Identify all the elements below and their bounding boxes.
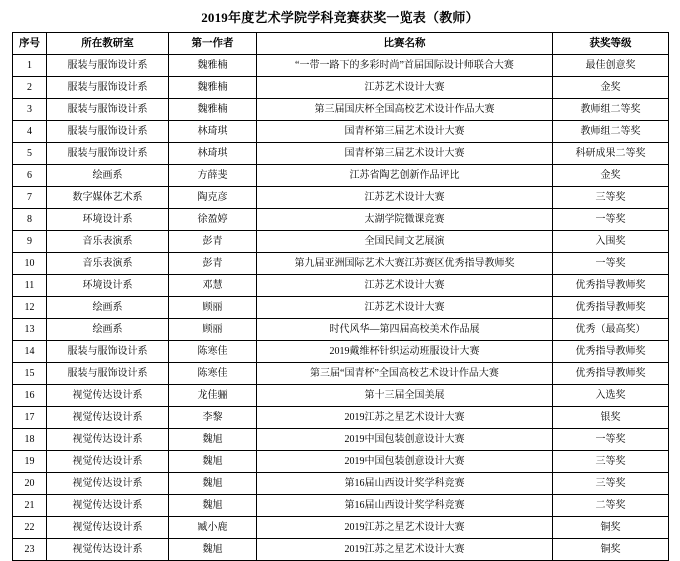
cell-department: 绘画系 <box>47 319 169 341</box>
cell-no: 19 <box>13 451 47 473</box>
cell-award-level: 科研成果二等奖 <box>553 143 669 165</box>
cell-department: 视觉传达设计系 <box>47 407 169 429</box>
cell-no: 5 <box>13 143 47 165</box>
cell-award-level: 银奖 <box>553 407 669 429</box>
column-header-department: 所在教研室 <box>47 33 169 55</box>
cell-author: 龙佳骊 <box>169 385 257 407</box>
cell-author: 魏雅楠 <box>169 55 257 77</box>
cell-award-level: 优秀指导教师奖 <box>553 341 669 363</box>
cell-author: 彭青 <box>169 231 257 253</box>
cell-contest: 2019戴维杯针织运动班服设计大赛 <box>257 341 553 363</box>
cell-award-level: 教师组二等奖 <box>553 121 669 143</box>
cell-department: 视觉传达设计系 <box>47 473 169 495</box>
cell-no: 6 <box>13 165 47 187</box>
cell-author: 陈寒佳 <box>169 363 257 385</box>
cell-contest: 2019中国包装创意设计大赛 <box>257 429 553 451</box>
table-row <box>13 319 669 341</box>
cell-department: 绘画系 <box>47 297 169 319</box>
cell-author: 魏旭 <box>169 539 257 561</box>
cell-award-level: 入选奖 <box>553 385 669 407</box>
cell-award-level: 一等奖 <box>553 209 669 231</box>
cell-award-level: 三等奖 <box>553 473 669 495</box>
cell-contest: “一带一路下的多彩时尚”首届国际设计师联合大赛 <box>257 55 553 77</box>
table-row <box>13 253 669 275</box>
cell-author: 徐盈婷 <box>169 209 257 231</box>
table-row <box>13 99 669 121</box>
cell-award-level: 金奖 <box>553 165 669 187</box>
cell-no: 13 <box>13 319 47 341</box>
page-title: 2019年度艺术学院学科竞赛获奖一览表（教师） <box>201 10 479 25</box>
cell-no: 22 <box>13 517 47 539</box>
table-row <box>13 209 669 231</box>
cell-no: 10 <box>13 253 47 275</box>
cell-department: 环境设计系 <box>47 275 169 297</box>
table-row <box>13 143 669 165</box>
cell-contest: 江苏艺术设计大赛 <box>257 275 553 297</box>
cell-contest: 全国民间文艺展演 <box>257 231 553 253</box>
cell-author: 顾丽 <box>169 319 257 341</box>
table-row <box>13 187 669 209</box>
table-header <box>13 33 669 55</box>
cell-award-level: 教师组二等奖 <box>553 99 669 121</box>
table-row <box>13 451 669 473</box>
cell-contest: 国青杯第三届艺术设计大赛 <box>257 121 553 143</box>
cell-no: 7 <box>13 187 47 209</box>
column-header-author: 第一作者 <box>169 33 257 55</box>
table-row <box>13 341 669 363</box>
cell-contest: 江苏艺术设计大赛 <box>257 297 553 319</box>
cell-author: 魏旭 <box>169 473 257 495</box>
cell-no: 11 <box>13 275 47 297</box>
cell-author: 魏旭 <box>169 451 257 473</box>
cell-award-level: 三等奖 <box>553 451 669 473</box>
cell-contest: 2019江苏之星艺术设计大赛 <box>257 517 553 539</box>
column-header-no: 序号 <box>13 33 47 55</box>
cell-author: 陶克彦 <box>169 187 257 209</box>
cell-department: 音乐表演系 <box>47 231 169 253</box>
cell-department: 视觉传达设计系 <box>47 429 169 451</box>
cell-contest: 第三届“国青杯”全国高校艺术设计作品大赛 <box>257 363 553 385</box>
cell-author: 魏雅楠 <box>169 77 257 99</box>
cell-no: 16 <box>13 385 47 407</box>
cell-award-level: 优秀（最高奖） <box>553 319 669 341</box>
table-row <box>13 429 669 451</box>
cell-contest: 第16届山西设计奖学科竞赛 <box>257 473 553 495</box>
cell-author: 魏雅楠 <box>169 99 257 121</box>
column-header-award-level: 获奖等级 <box>553 33 669 55</box>
table-row <box>13 121 669 143</box>
cell-award-level: 最佳创意奖 <box>553 55 669 77</box>
cell-no: 20 <box>13 473 47 495</box>
cell-department: 服装与服饰设计系 <box>47 55 169 77</box>
table-body <box>13 55 669 561</box>
cell-contest: 太湖学院微课竞赛 <box>257 209 553 231</box>
cell-no: 17 <box>13 407 47 429</box>
table-row <box>13 231 669 253</box>
table-row <box>13 297 669 319</box>
cell-award-level: 一等奖 <box>553 429 669 451</box>
cell-contest: 时代风华—第四届高校美术作品展 <box>257 319 553 341</box>
cell-no: 23 <box>13 539 47 561</box>
table-row <box>13 495 669 517</box>
cell-author: 李黎 <box>169 407 257 429</box>
cell-no: 9 <box>13 231 47 253</box>
cell-department: 环境设计系 <box>47 209 169 231</box>
cell-author: 林琦琪 <box>169 143 257 165</box>
cell-department: 服装与服饰设计系 <box>47 341 169 363</box>
table-row <box>13 473 669 495</box>
cell-no: 18 <box>13 429 47 451</box>
cell-no: 1 <box>13 55 47 77</box>
cell-no: 15 <box>13 363 47 385</box>
cell-contest: 江苏省陶艺创新作品评比 <box>257 165 553 187</box>
cell-department: 服装与服饰设计系 <box>47 99 169 121</box>
table-row <box>13 55 669 77</box>
cell-contest: 第三届国庆杯全国高校艺术设计作品大赛 <box>257 99 553 121</box>
column-header-contest: 比赛名称 <box>257 33 553 55</box>
cell-contest: 第九届亚洲国际艺术大赛江苏赛区优秀指导教师奖 <box>257 253 553 275</box>
table-header-row <box>13 33 669 55</box>
cell-no: 12 <box>13 297 47 319</box>
cell-award-level: 优秀指导教师奖 <box>553 275 669 297</box>
cell-department: 服装与服饰设计系 <box>47 77 169 99</box>
table-row <box>13 275 669 297</box>
cell-author: 邓慧 <box>169 275 257 297</box>
cell-author: 魏旭 <box>169 495 257 517</box>
cell-department: 服装与服饰设计系 <box>47 143 169 165</box>
table-row <box>13 363 669 385</box>
cell-no: 14 <box>13 341 47 363</box>
cell-no: 2 <box>13 77 47 99</box>
cell-no: 4 <box>13 121 47 143</box>
cell-contest: 江苏艺术设计大赛 <box>257 77 553 99</box>
cell-no: 8 <box>13 209 47 231</box>
cell-author: 臧小鹿 <box>169 517 257 539</box>
table-row <box>13 165 669 187</box>
table-row <box>13 385 669 407</box>
cell-contest: 2019江苏之星艺术设计大赛 <box>257 539 553 561</box>
cell-author: 彭青 <box>169 253 257 275</box>
cell-award-level: 一等奖 <box>553 253 669 275</box>
cell-no: 21 <box>13 495 47 517</box>
cell-award-level: 优秀指导教师奖 <box>553 363 669 385</box>
cell-award-level: 金奖 <box>553 77 669 99</box>
cell-author: 方薛斐 <box>169 165 257 187</box>
cell-contest: 江苏艺术设计大赛 <box>257 187 553 209</box>
cell-award-level: 入围奖 <box>553 231 669 253</box>
table-row <box>13 539 669 561</box>
table-row <box>13 407 669 429</box>
cell-author: 林琦琪 <box>169 121 257 143</box>
cell-department: 绘画系 <box>47 165 169 187</box>
cell-contest: 2019中国包装创意设计大赛 <box>257 451 553 473</box>
cell-contest: 第16届山西设计奖学科竞赛 <box>257 495 553 517</box>
table-row <box>13 77 669 99</box>
cell-award-level: 二等奖 <box>553 495 669 517</box>
cell-contest: 第十三届全国美展 <box>257 385 553 407</box>
cell-department: 视觉传达设计系 <box>47 517 169 539</box>
cell-department: 音乐表演系 <box>47 253 169 275</box>
cell-award-level: 三等奖 <box>553 187 669 209</box>
cell-author: 陈寒佳 <box>169 341 257 363</box>
cell-contest: 2019江苏之星艺术设计大赛 <box>257 407 553 429</box>
cell-department: 视觉传达设计系 <box>47 451 169 473</box>
award-table <box>12 32 669 561</box>
cell-author: 魏旭 <box>169 429 257 451</box>
cell-contest: 国青杯第三届艺术设计大赛 <box>257 143 553 165</box>
cell-award-level: 铜奖 <box>553 539 669 561</box>
cell-author: 顾丽 <box>169 297 257 319</box>
cell-award-level: 铜奖 <box>553 517 669 539</box>
cell-department: 视觉传达设计系 <box>47 495 169 517</box>
cell-award-level: 优秀指导教师奖 <box>553 297 669 319</box>
cell-no: 3 <box>13 99 47 121</box>
cell-department: 数字媒体艺术系 <box>47 187 169 209</box>
cell-department: 视觉传达设计系 <box>47 539 169 561</box>
cell-department: 服装与服饰设计系 <box>47 363 169 385</box>
cell-department: 服装与服饰设计系 <box>47 121 169 143</box>
cell-department: 视觉传达设计系 <box>47 385 169 407</box>
table-row <box>13 517 669 539</box>
